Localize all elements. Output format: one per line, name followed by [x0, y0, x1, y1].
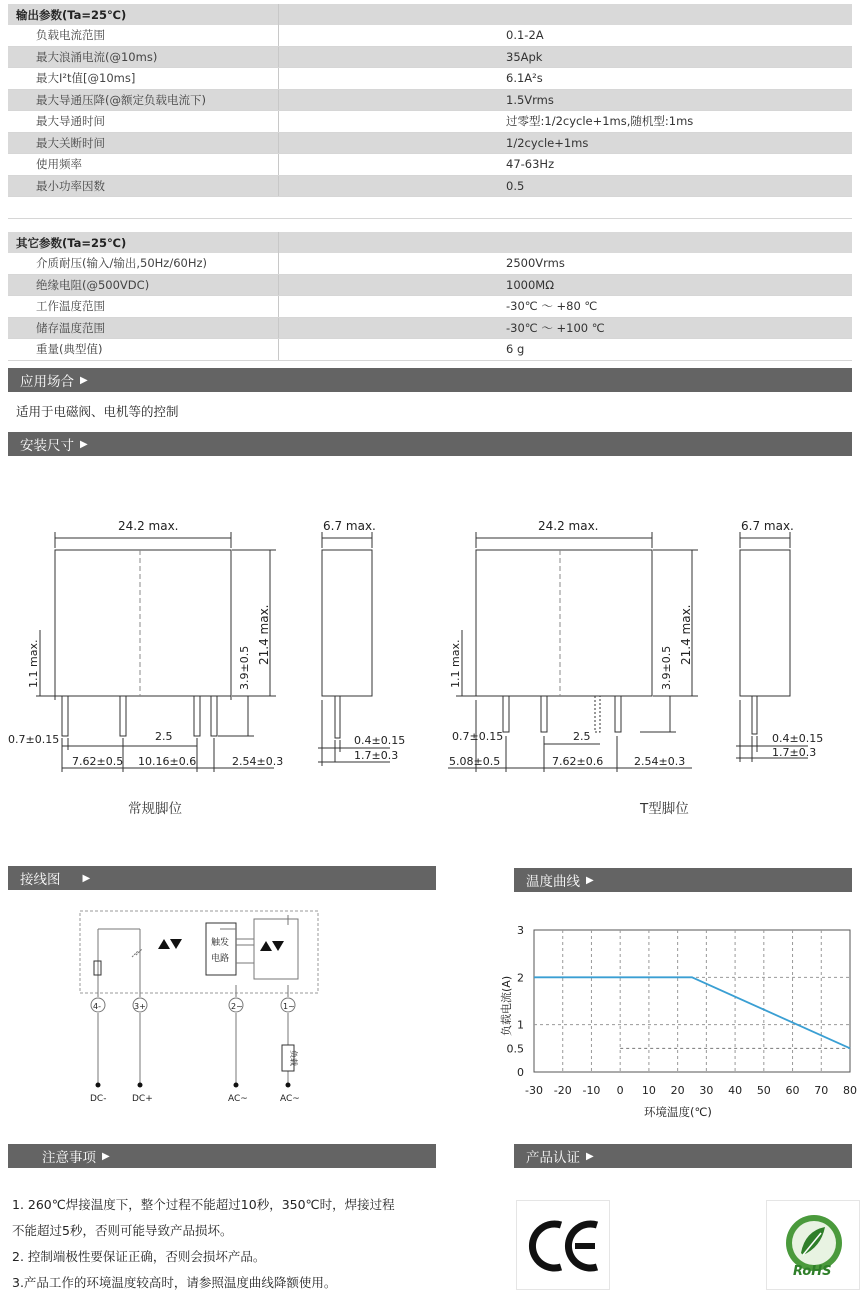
param-value: -30℃ ～ +100 ℃: [278, 318, 852, 339]
chart-xtick: -10: [582, 1084, 601, 1097]
dim-t-pinw: 0.7±0.15: [452, 730, 504, 743]
arrow-right-icon: ▶: [102, 1150, 110, 1162]
param-row: [8, 318, 852, 340]
param-value: 0.5: [278, 176, 852, 197]
ac1-label: AC~: [228, 1094, 248, 1104]
pin: [752, 696, 757, 734]
chart-ylabel: 负载电流(A): [500, 975, 513, 1036]
param-row: [8, 111, 852, 133]
param-name: 最大导通时间: [36, 114, 105, 129]
param-row: [8, 176, 852, 198]
param-name: 最小功率因数: [36, 178, 105, 193]
standard-caption: 常规脚位: [128, 801, 182, 817]
pin: [503, 696, 509, 732]
chart-xtick: 70: [814, 1084, 829, 1097]
optocoupler-icon: [158, 939, 170, 949]
chart-xtick: 80: [843, 1084, 857, 1097]
relay-body-t-side: [740, 550, 790, 696]
dim-std-pinw: 0.7±0.15: [8, 733, 60, 746]
note-line: 3.产品工作的环境温度较高时，请参照温度曲线降额使用。: [12, 1275, 337, 1290]
dim-t-width: 24.2 max.: [538, 519, 599, 533]
param-row: [8, 154, 852, 176]
chart-xtick: 0: [616, 1084, 624, 1097]
arrow-right-icon: ▶: [80, 438, 88, 450]
dim-std-p2: 10.16±0.6: [138, 755, 197, 768]
chart-frame: [534, 930, 850, 1072]
dim-std-p1: 7.62±0.5: [72, 755, 124, 768]
pin4-label: 4-: [93, 1002, 101, 1011]
param-value: 35Apk: [278, 47, 852, 68]
param-value: 2500Vrms: [278, 253, 852, 274]
arrow-right-icon: ▶: [80, 374, 88, 386]
param-name: 最大关断时间: [36, 135, 105, 150]
dim-t-sidepin: 0.4±0.15: [772, 732, 824, 745]
dim-std-p4: 2.54±0.3: [232, 755, 284, 768]
notes-title: 注意事项: [42, 1150, 96, 1166]
rohs-badge: [766, 1200, 860, 1290]
param-value: 过零型:1/2cycle+1ms,随机型:1ms: [278, 111, 852, 132]
dim-t-height: 21.4 max.: [679, 604, 693, 665]
relay-body-t-front: [476, 550, 652, 696]
chart-ytick: 1: [517, 1018, 524, 1032]
note-line: 2. 控制端极性要保证正确，否则会损坏产品。: [12, 1249, 266, 1264]
trigger-label-2: 电路: [211, 954, 230, 964]
rohs-label: RoHS: [793, 1264, 832, 1279]
relay-body-front: [55, 550, 231, 696]
dc-plus-label: DC+: [132, 1094, 153, 1104]
dim-t-pinlen: 3.9±0.5: [660, 645, 673, 690]
pin: [541, 696, 547, 732]
chart-xtick: -20: [553, 1084, 572, 1097]
wiring-diagram: [70, 905, 330, 1110]
param-value: -30℃ ～ +80 ℃: [278, 296, 852, 317]
dim-std-sidepin: 0.4±0.15: [354, 734, 406, 747]
param-row: [8, 68, 852, 90]
dim-std-depth: 6.7 max.: [323, 519, 376, 533]
application-title: 应用场合: [20, 374, 74, 390]
dc-minus-label: DC-: [90, 1094, 107, 1104]
note-line: 1. 260℃焊接温度下，整个过程不能超过10秒，350℃时，焊接过程: [12, 1197, 395, 1212]
chart-xtick: 50: [756, 1084, 771, 1097]
dim-t-stand: 1.1 max.: [449, 639, 462, 688]
wiring-bar: [8, 866, 436, 890]
note-line: 不能超过5秒，否则可能导致产品损坏。: [12, 1223, 233, 1238]
other-params-table: [8, 232, 852, 361]
param-row: [8, 90, 852, 112]
param-row: [8, 253, 852, 275]
derating-chart: [496, 918, 860, 1128]
dim-std-sideoff: 1.7±0.3: [354, 749, 399, 762]
param-value: 1.5Vrms: [278, 90, 852, 111]
pin: [615, 696, 621, 732]
notes-bar: [8, 1144, 436, 1168]
chart-ytick: 0: [517, 1066, 524, 1079]
dimension-drawing: [0, 500, 860, 830]
param-row: [8, 275, 852, 297]
pin: [335, 696, 340, 738]
param-name: 绝缘电阻(@500VDC): [36, 277, 150, 292]
param-name: 工作温度范围: [36, 299, 105, 314]
dim-std-stand: 1.1 max.: [27, 639, 40, 688]
dim-t-sideoff: 1.7±0.3: [772, 746, 817, 759]
dim-std-pinlen: 3.9±0.5: [238, 645, 251, 690]
cert-bar: [514, 1144, 852, 1168]
arrow-right-icon: ▶: [586, 1150, 594, 1162]
arrow-right-icon: ▶: [586, 874, 594, 886]
dim-t-p3: 2.5: [573, 730, 591, 743]
dim-t-p1: 7.62±0.6: [552, 755, 604, 768]
param-name: 储存温度范围: [36, 320, 105, 335]
pin1-label: 1~: [283, 1002, 295, 1011]
param-name: 负载电流范围: [36, 28, 105, 43]
ac2-label: AC~: [280, 1094, 300, 1104]
param-value: 6.1A²s: [278, 68, 852, 89]
chart-ytick: 2: [517, 971, 524, 985]
pin2-label: 2~: [231, 1002, 243, 1011]
pin: [194, 696, 200, 736]
relay-body-side: [322, 550, 372, 696]
dim-t-depth: 6.7 max.: [741, 519, 794, 533]
param-name: 重量(典型值): [36, 342, 103, 357]
param-name: 最大浪涌电流(@10ms): [36, 49, 158, 64]
application-bar: [8, 368, 852, 392]
pin: [211, 696, 217, 736]
param-row: [8, 47, 852, 69]
t-caption: T型脚位: [640, 801, 689, 817]
param-value: 0.1-2A: [278, 25, 852, 46]
wiring-title: 接线图: [20, 872, 61, 888]
param-row: [8, 296, 852, 318]
chart-xtick: 10: [641, 1084, 656, 1097]
temp-curve-bar: [514, 868, 852, 892]
dimensions-title: 安装尺寸: [20, 438, 74, 454]
output-params-header: [8, 4, 852, 25]
other-params-header: [8, 232, 852, 253]
dim-std-p3: 2.5: [155, 730, 173, 743]
dim-t-p0: 5.08±0.5: [449, 755, 501, 768]
arrow-right-icon: ▶: [82, 872, 91, 884]
other-params-title: 其它参数(Ta=25℃): [16, 235, 127, 250]
dim-std-height: 21.4 max.: [257, 604, 271, 665]
param-value: 47-63Hz: [278, 154, 852, 175]
param-name: 介质耐压(输入/输出,50Hz/60Hz): [36, 256, 208, 271]
triac-icon: [260, 941, 272, 951]
trigger-label-1: 触发: [211, 938, 230, 948]
application-text: 适用于电磁阀、电机等的控制: [16, 404, 179, 419]
chart-ytick: 0.5: [506, 1042, 524, 1056]
chart-xtick: 40: [728, 1084, 743, 1097]
load-label: 负载: [289, 1050, 298, 1066]
chart-ytick: 3: [517, 924, 524, 937]
output-params-title: 输出参数(Ta=25℃): [16, 7, 127, 22]
dim-std-width: 24.2 max.: [118, 519, 179, 533]
chart-xlabel: 环境温度(℃): [644, 1105, 712, 1119]
chart-xtick: 60: [785, 1084, 800, 1097]
ce-badge: [516, 1200, 610, 1290]
chart-xtick: -30: [525, 1084, 543, 1097]
param-value: 1000MΩ: [278, 275, 852, 296]
param-name: 使用频率: [36, 157, 82, 172]
param-row: [8, 339, 852, 361]
pin: [120, 696, 126, 736]
chart-xtick: 30: [699, 1084, 714, 1097]
notes-list: [12, 1192, 452, 1296]
chart-xtick: 20: [670, 1084, 685, 1097]
temp-curve-title: 温度曲线: [526, 874, 580, 890]
dim-t-p4: 2.54±0.3: [634, 755, 686, 768]
dimensions-bar: [8, 432, 852, 456]
param-row: [8, 133, 852, 155]
param-name: 最大导通压降(@额定负载电流下): [36, 92, 206, 107]
pin: [595, 696, 600, 732]
param-value: 1/2cycle+1ms: [278, 133, 852, 154]
output-params-table: [8, 4, 852, 219]
pin: [62, 696, 68, 736]
pin3-label: 3+: [134, 1002, 146, 1011]
param-name: 最大I²t值[@10ms]: [36, 71, 136, 86]
param-value: 6 g: [278, 339, 852, 360]
cert-title: 产品认证: [526, 1150, 580, 1166]
param-row: [8, 25, 852, 47]
